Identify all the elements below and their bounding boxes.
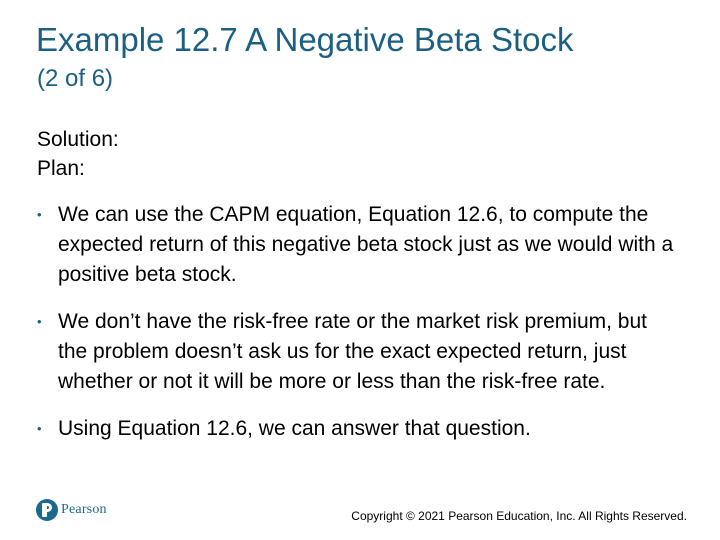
- bullet-icon: •: [37, 314, 42, 329]
- bullet-item: [37, 200, 677, 290]
- copyright-footer: Copyright © 2021 Pearson Education, Inc. All Rights Reserved.: [351, 509, 687, 523]
- pearson-logo-text: Pearson: [61, 502, 107, 517]
- bullet-text: We don’t have the risk-free rate or the market risk premium, but the problem doesn’t ask us for the exact expected return, just whether or not it will be more or less than the risk-free rate.: [58, 310, 648, 393]
- bullet-list: [37, 200, 677, 461]
- pearson-logo: [36, 499, 107, 521]
- bullet-text: We can use the CAPM equation, Equation 12.6, to compute the expected return of this negative beta stock just as we would with a positive beta stock.: [58, 203, 674, 286]
- plan-label: Plan:: [37, 157, 85, 180]
- slide-title: Example 12.7 A Negative Beta Stock: [36, 21, 574, 58]
- bullet-item: [37, 307, 677, 397]
- bullet-item: [37, 414, 677, 444]
- bullet-text: Using Equation 12.6, we can answer that question.: [58, 417, 531, 440]
- bullet-icon: •: [37, 421, 42, 436]
- slide-subtitle: (2 of 6): [37, 65, 114, 92]
- pearson-logo-icon: [36, 499, 58, 521]
- bullet-icon: •: [37, 207, 42, 222]
- solution-label: Solution:: [37, 128, 119, 151]
